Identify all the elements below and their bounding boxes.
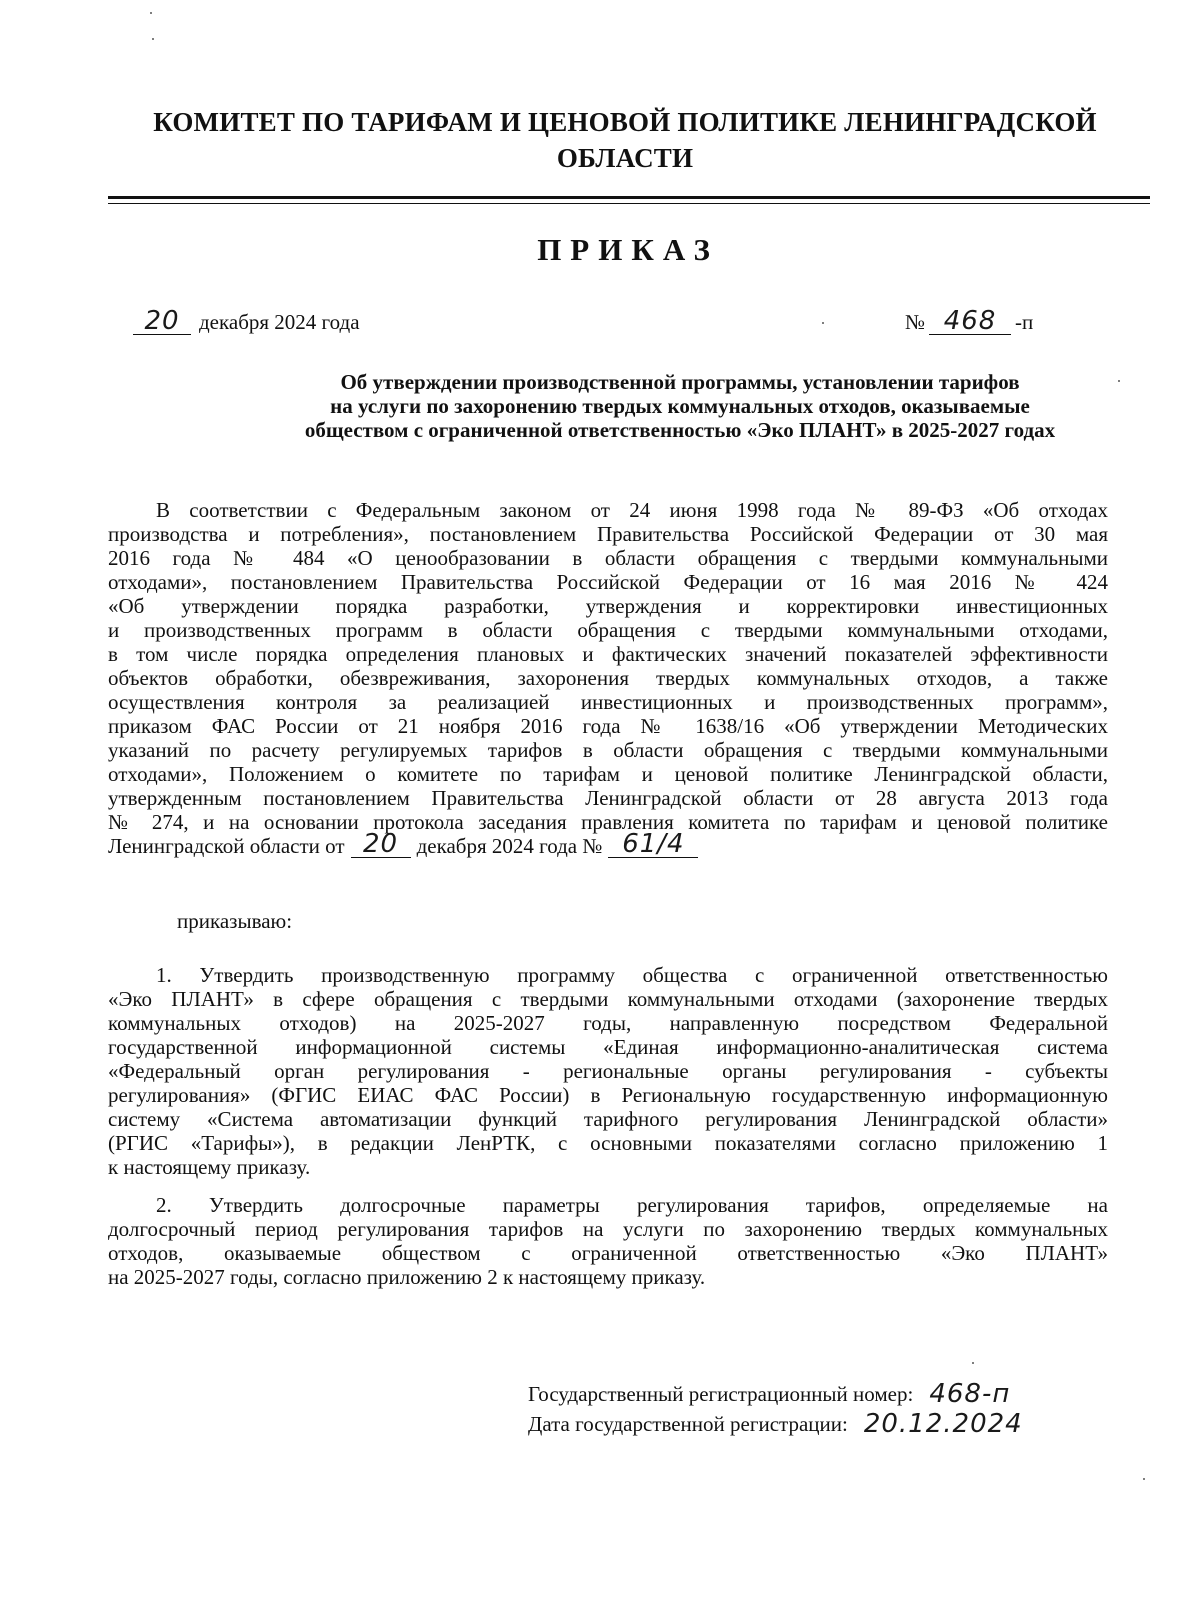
scan-speck xyxy=(822,322,824,324)
item-2-paragraph xyxy=(108,1193,1108,1289)
preamble-line: утвержденным постановлением Правительства Ленинградской области от 28 августа 2013 года xyxy=(108,786,1108,810)
preamble-line: объектов обработки, обезвреживания, захоронения твердых коммунальных отходов, а также xyxy=(108,666,1108,690)
preamble-paragraph xyxy=(108,498,1108,858)
preamble-line: производства и потребления», постановлением Правительства Российской Федерации от 30 мая xyxy=(108,522,1108,546)
preamble-line: «Об утверждении порядка разработки, утверждения и корректировки инвестиционных xyxy=(108,594,1108,618)
preamble-line: и производственных программ в области обращения с твердыми коммунальными отходами, xyxy=(108,618,1108,642)
item-1-line: систему «Система автоматизации функций тарифного регулирования Ленинградской области» xyxy=(108,1107,1108,1131)
scan-speck xyxy=(152,38,154,40)
order-date xyxy=(133,308,360,335)
preamble-line: осуществления контроля за реализацией инвестиционных и производственных программ», xyxy=(108,690,1108,714)
order-title: ПРИКАЗ xyxy=(537,232,719,267)
registration-block xyxy=(528,1379,1023,1439)
order-number xyxy=(905,308,1033,335)
item-2-line: 2. Утвердить долгосрочные параметры регулирования тарифов, определяемые на xyxy=(156,1193,1108,1217)
item-1-line: регулирования» (ФГИС ЕИАС ФАС России) в Региональную государственную информационную xyxy=(108,1083,1108,1107)
number-prefix: № xyxy=(905,310,926,334)
handwritten-meeting-day: 20 xyxy=(351,831,411,858)
order-subject xyxy=(150,370,1200,442)
scan-speck xyxy=(1143,1478,1145,1480)
registration-date-label: Дата государственной регистрации: xyxy=(528,1412,848,1436)
item-2-line: долгосрочный период регулирования тарифов на услуги по захоронению твердых коммунальных xyxy=(108,1217,1108,1241)
item-1-line: «Федеральный орган регулирования - региональные органы регулирования - субъекты xyxy=(108,1059,1108,1083)
order-verb: приказываю: xyxy=(177,909,293,933)
scan-speck xyxy=(150,12,152,14)
issuer-header xyxy=(100,104,1150,176)
item-1-paragraph xyxy=(108,963,1108,1179)
preamble-tail-line xyxy=(108,829,1108,859)
preamble-line: В соответствии с Федеральным законом от 24 июня 1998 года № 89-ФЗ «Об отходах xyxy=(156,498,1108,522)
header-rule-thick xyxy=(108,196,1150,199)
preamble-line: в том числе порядка определения плановых и фактических значений показателей эффективности xyxy=(108,642,1108,666)
subject-line: на услуги по захоронению твердых коммунальных отходов, оказываемые xyxy=(330,394,1030,418)
preamble-line: отходами», постановлением Правительства Российской Федерации от 16 мая 2016 № 424 xyxy=(108,570,1108,594)
subject-line: обществом с ограниченной ответственностью «Эко ПЛАНТ» в 2025-2027 годах xyxy=(304,418,1056,442)
item-1-line: коммунальных отходов) на 2025-2027 годы, направленную посредством Федеральной xyxy=(108,1011,1108,1035)
item-2-line: отходов, оказываемые обществом с ограниченной ответственностью «Эко ПЛАНТ» xyxy=(108,1241,1108,1265)
header-rule-thin xyxy=(108,203,1150,204)
issuer-line-1: КОМИТЕТ ПО ТАРИФАМ И ЦЕНОВОЙ ПОЛИТИКЕ ЛЕНИНГРАДСКОЙ xyxy=(153,107,1097,137)
date-rest: декабря 2024 года xyxy=(199,310,360,334)
handwritten-meeting-number: 61/4 xyxy=(608,831,698,858)
preamble-line: № 274, и на основании протокола заседания правления комитета по тарифам и ценовой политике xyxy=(108,810,1108,834)
tail-start: Ленинградской области от xyxy=(108,834,345,858)
handwritten-registration-date: 20.12.2024 xyxy=(863,1409,1023,1439)
preamble-line: отходами», Положением о комитете по тарифам и ценовой политике Ленинградской области, xyxy=(108,762,1108,786)
issuer-line-2: ОБЛАСТИ xyxy=(556,143,694,173)
handwritten-day: 20 xyxy=(133,308,191,335)
handwritten-registration-number: 468-п xyxy=(929,1379,1011,1409)
number-suffix: -п xyxy=(1015,310,1034,334)
preamble-line: приказом ФАС России от 21 ноября 2016 года № 1638/16 «Об утверждении Методических xyxy=(108,714,1108,738)
registration-number-label: Государственный регистрационный номер: xyxy=(528,1382,914,1406)
item-1-line: (РГИС «Тарифы»), в редакции ЛенРТК, с основными показателями согласно приложению 1 xyxy=(108,1131,1108,1155)
item-1-line: «Эко ПЛАНТ» в сфере обращения с твердыми коммунальными отходами (захоронение твердых xyxy=(108,987,1108,1011)
subject-line: Об утверждении производственной программы, установлении тарифов xyxy=(340,370,1020,394)
preamble-line: указаний по расчету регулируемых тарифов в области обращения с твердыми коммунальными xyxy=(108,738,1108,762)
tail-middle: декабря 2024 года № xyxy=(416,834,603,858)
item-1-line: 1. Утвердить производственную программу общества с ограниченной ответственностью xyxy=(156,963,1108,987)
scan-speck xyxy=(972,1362,974,1364)
item-2-line: на 2025-2027 годы, согласно приложению 2 к настоящему приказу. xyxy=(108,1265,706,1289)
registration-number-row xyxy=(528,1379,1023,1409)
preamble-line: 2016 года № 484 «О ценообразовании в области обращения с твердыми коммунальными xyxy=(108,546,1108,570)
scan-speck xyxy=(1118,380,1120,382)
item-1-line: к настоящему приказу. xyxy=(108,1155,311,1179)
handwritten-number: 468 xyxy=(929,308,1011,335)
registration-date-row xyxy=(528,1409,1023,1439)
item-1-line: государственной информационной системы «Единая информационно-аналитическая система xyxy=(108,1035,1108,1059)
